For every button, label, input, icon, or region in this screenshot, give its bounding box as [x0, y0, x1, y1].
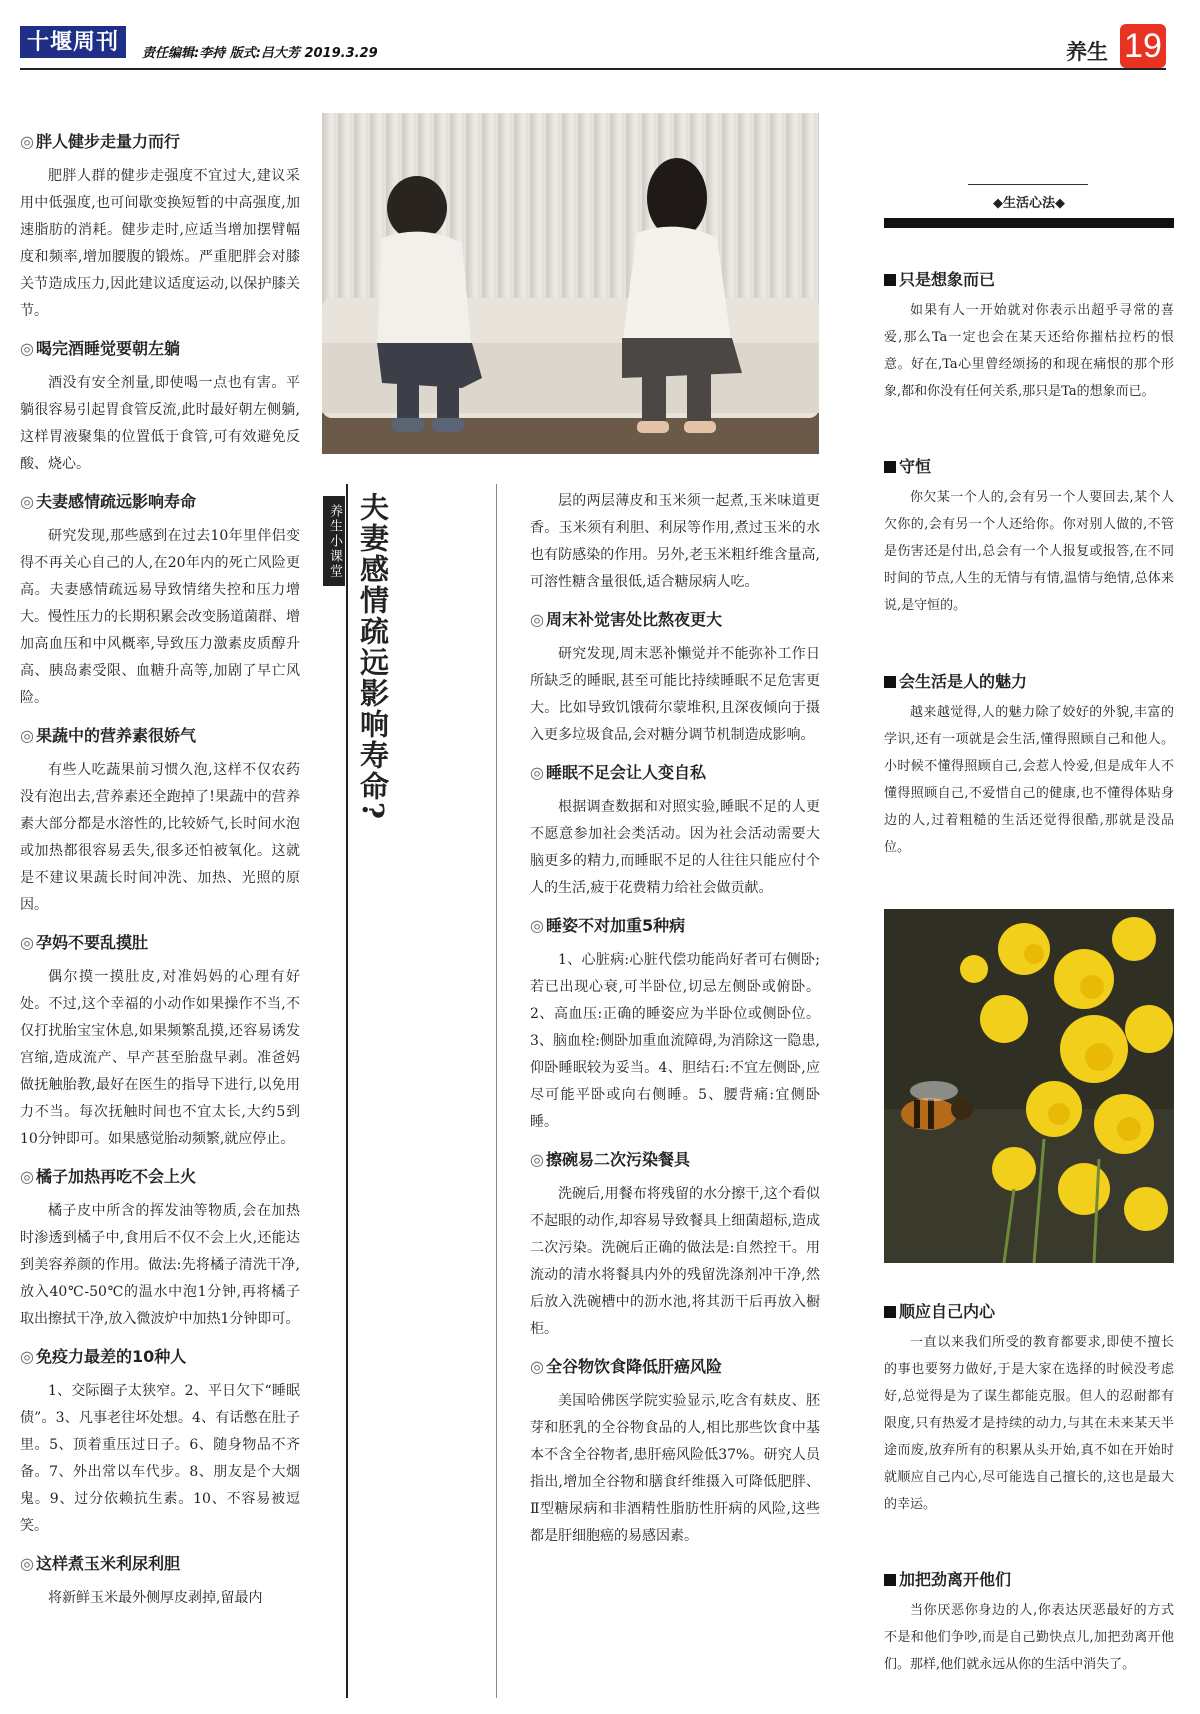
column-divider [496, 484, 497, 1698]
essay-title: 顺应自己内心 [899, 1302, 996, 1321]
article: ◎ 胖人健步走量力而行 肥胖人群的健步走强度不宜过大,建议采用中低强度,也可间歇变换短暂的中高强度,加速脂肪的消耗。健步走时,应适当增加摆臂幅度和频率,增加腰腹的锻炼。严重肥胖会对膝关节造成压力,因此建议适度运动,以保护膝关节。 [20, 128, 300, 325]
article-body: 1、交际圈子太狭窄。2、平日欠下“睡眠债”。3、凡事老往坏处想。4、有话憋在肚子里。5、顶着重压过日子。6、随身物品不齐备。7、外出常以车代步。8、朋友是个大烟鬼。9、过分依赖抗生素。10、不容易被逗笑。 [20, 1383, 300, 1534]
article-title: 这样煮玉米利尿利胆 [35, 1554, 180, 1573]
article: ◎ 擦碗易二次污染餐具 洗碗后,用餐布将残留的水分擦干,这个看似不起眼的动作,却容易导致餐具上细菌超标,造成二次污染。洗碗后正确的做法是:自然控干。用流动的清水将餐具内外的残留洗涤剂冲干净,然后放入洗碗槽中的沥水池,将其沥干后再放入橱柜。 [530, 1146, 820, 1343]
essay-body: 当你厌恶你身边的人,你表达厌恶最好的方式不是和他们争吵,而是自己勤快点儿,加把劲离开他们。那样,他们就永远从你的生活中消失了。 [884, 1603, 1174, 1672]
left-column [20, 118, 300, 1612]
article-title: 夫妻感情疏远影响寿命 [35, 492, 196, 511]
article: ◎ 全谷物饮食降低肝癌风险 美国哈佛医学院实验显示,吃含有麸皮、胚芽和胚乳的全谷物食品的人,相比那些饮食中基本不含全谷物者,患肝癌风险低37%。研究人员指出,增加全谷物和膳食纤维摄入可降低肥胖、Ⅱ型糖尿病和非酒精性脂肪性肝病的风险,这些都是肝细胞癌的易感因素。 [530, 1353, 820, 1550]
article-title: 免疫力最差的10种人 [35, 1347, 187, 1366]
article-body: 研究发现,那些感到在过去10年里伴侣变得不再关心自己的人,在20年内的死亡风险更高。夫妻感情疏远易导致情绪失控和压力增大。慢性压力的长期积累会改变肠道菌群、增加高血压和中风概率,导致压力激素皮质醇升高、胰岛素受限、血糖升高等,加剧了早亡风险。 [20, 528, 300, 706]
couple-photo [322, 113, 819, 454]
essay [884, 668, 1174, 861]
essay [884, 1298, 1174, 1518]
article: ◎ 果蔬中的营养素很娇气 有些人吃蔬果前习惯久泡,这样不仅农药没有泡出去,营养素还全跑掉了!果蔬中的营养素大部分都是水溶性的,比较娇气,长时间水泡或加热都很容易丢失,很多还怕被氧化。这就是不建议果蔬长时间冲洗、加热、光照的原因。 [20, 722, 300, 919]
article-body: 有些人吃蔬果前习惯久泡,这样不仅农药没有泡出去,营养素还全跑掉了!果蔬中的营养素大部分都是水溶性的,比较娇气,长时间水泡或加热都很容易丢失,很多还怕被氧化。这就是不建议果蔬长时间冲洗、加热、光照的原因。 [20, 762, 300, 913]
section-label: ◆生活心法◆ [993, 196, 1065, 211]
article-body: 研究发现,周末恶补懒觉并不能弥补工作日所缺乏的睡眠,甚至可能比持续睡眠不足危害更大。比如导致饥饿荷尔蒙堆积,且深夜倾向于摄入更多垃圾食品,会对糖分调节机制造成影响。 [530, 646, 820, 743]
article-title: 睡姿不对加重5种病 [545, 916, 686, 935]
essay [884, 266, 1174, 405]
essay-title: 加把劲离开他们 [899, 1570, 1012, 1589]
article [530, 488, 820, 596]
article-title: 周末补觉害处比熬夜更大 [545, 610, 722, 629]
article-body: 偶尔摸一摸肚皮,对准妈妈的心理有好处。不过,这个幸福的小动作如果操作不当,不仅打扰胎宝宝休息,如果频繁乱摸,还容易诱发宫缩,造成流产、早产甚至胎盘早剥。准爸妈做抚触胎教,最好在医生的指导下进行,以免用力不当。每次抚触时间也不宜太长,大约5到10分钟即可。如果感觉胎动频繁,就应停止。 [20, 969, 300, 1147]
section-name: 养生 [1066, 40, 1108, 64]
essay [884, 453, 1174, 619]
column-divider [346, 484, 348, 1698]
article-title: 全谷物饮食降低肝癌风险 [545, 1357, 722, 1376]
article: ◎ 睡眠不足会让人变自私 根据调查数据和对照实验,睡眠不足的人更不愿意参加社会类活动。因为社会活动需要大脑更多的精力,而睡眠不足的人往往只能应付个人的生活,疲于花费精力给社会做贡献。 [530, 759, 820, 902]
essay-title: 会生活是人的魅力 [899, 672, 1028, 691]
article: ◎ 免疫力最差的10种人 1、交际圈子太狭窄。2、平日欠下“睡眠债”。3、凡事老往坏处想。4、有话憋在肚子里。5、顶着重压过日子。6、随身物品不齐备。7、外出常以车代步。8、朋友是个大烟鬼。9、过分依赖抗生素。10、不容易被逗笑。 [20, 1343, 300, 1540]
article-title: 睡眠不足会让人变自私 [545, 763, 706, 782]
article-title: 橘子加热再吃不会上火 [35, 1167, 196, 1186]
article-body: 层的两层薄皮和玉米须一起煮,玉米味道更香。玉米须有利胆、利尿等作用,煮过玉米的水也有防感染的作用。另外,老玉米粗纤维含量高,可溶性糖含量很低,适合糖尿病人吃。 [530, 493, 820, 590]
middle-column [530, 488, 820, 1550]
newspaper-logo: 十堰周刊 [20, 26, 126, 58]
essay-title: 守恒 [899, 457, 932, 476]
article: ◎ 这样煮玉米利尿利胆 将新鲜玉米最外侧厚皮剥掉,留最内 [20, 1550, 300, 1612]
article: ◎ 夫妻感情疏远影响寿命 研究发现,那些感到在过去10年里伴侣变得不再关心自己的人,在20年内的死亡风险更高。夫妻感情疏远易导致情绪失控和压力增大。慢性压力的长期积累会改变肠道菌群、增加高血压和中风概率,导致压力激素皮质醇升高、胰岛素受限、血糖升高等,加剧了早亡风险。 [20, 488, 300, 712]
article-title: 擦碗易二次污染餐具 [545, 1150, 690, 1169]
article: ◎ 孕妈不要乱摸肚 偶尔摸一摸肚皮,对准妈妈的心理有好处。不过,这个幸福的小动作如果操作不当,不仅打扰胎宝宝休息,如果频繁乱摸,还容易诱发宫缩,造成流产、早产甚至胎盘早剥。准爸妈做抚触胎教,最好在医生的指导下进行,以免用力不当。每次抚触时间也不宜太长,大约5到10分钟即可。如果感觉胎动频繁,就应停止。 [20, 929, 300, 1153]
essay-title: 只是想象而已 [899, 270, 996, 289]
article: ◎ 周末补觉害处比熬夜更大 研究发现,周末恶补懒觉并不能弥补工作日所缺乏的睡眠,甚至可能比持续睡眠不足危害更大。比如导致饥饿荷尔蒙堆积,且深夜倾向于摄入更多垃圾食品,会对糖分调节机制造成影响。 [530, 606, 820, 749]
article-body: 根据调查数据和对照实验,睡眠不足的人更不愿意参加社会类活动。因为社会活动需要大脑更多的精力,而睡眠不足的人往往只能应付个人的生活,疲于花费精力给社会做贡献。 [530, 799, 820, 896]
article-body: 肥胖人群的健步走强度不宜过大,建议采用中低强度,也可间歇变换短暂的中高强度,加速脂肪的消耗。健步走时,应适当增加摆臂幅度和频率,增加腰腹的锻炼。严重肥胖会对膝关节造成压力,因此建议适度运动,以保护膝关节。 [20, 168, 300, 319]
feature-title: 夫妻感情疏远影响寿命? [356, 492, 390, 821]
editor-info: 责任编辑:李持 版式:吕大芳 2019.3.29 [142, 46, 378, 61]
masthead [20, 24, 1166, 68]
article-title: 果蔬中的营养素很娇气 [35, 726, 196, 745]
article-body: 酒没有安全剂量,即使喝一点也有害。平躺很容易引起胃食管反流,此时最好朝左侧躺,这样胃液聚集的位置低于食管,可有效避免反酸、烧心。 [20, 375, 300, 472]
article: ◎ 睡姿不对加重5种病 1、心脏病:心脏代偿功能尚好者可右侧卧;若已出现心衰,可半卧位,切忌左侧卧或俯卧。2、高血压:正确的睡姿应为半卧位或侧卧位。3、脑血栓:侧卧加重血流障碍,为消除这一隐患,仰卧睡眠较为妥当。4、胆结石:不宜左侧卧,应尽可能平卧或向右侧睡。5、腰背痛:宜侧卧睡。 [530, 912, 820, 1136]
article-title: 胖人健步走量力而行 [35, 132, 180, 151]
article-body: 将新鲜玉米最外侧厚皮剥掉,留最内 [48, 1590, 263, 1606]
essay [884, 1566, 1174, 1678]
feature-tag: 养生小课堂 [323, 496, 345, 586]
article: ◎ 喝完酒睡觉要朝左躺 酒没有安全剂量,即使喝一点也有害。平躺很容易引起胃食管反流,此时最好朝左侧躺,这样胃液聚集的位置低于食管,可有效避免反酸、烧心。 [20, 335, 300, 478]
article-body: 洗碗后,用餐布将残留的水分擦干,这个看似不起眼的动作,却容易导致餐具上细菌超标,造成二次污染。洗碗后正确的做法是:自然控干。用流动的清水将餐具内外的残留洗涤剂冲干净,然后放入洗碗槽中的沥水池,将其沥干后再放入橱柜。 [530, 1186, 820, 1337]
essay-body: 你欠某一个人的,会有另一个人要回去,某个人欠你的,会有另一个人还给你。你对别人做的,不管是伤害还是付出,总会有一个人报复或报答,在不同时间的节点,人生的无情与有情,温情与绝情,总体来说,是守恒的。 [884, 490, 1174, 613]
article-body: 橘子皮中所含的挥发油等物质,会在加热时渗透到橘子中,食用后不仅不会上火,还能达到美容养颜的作用。做法:先将橘子清洗干净,放入40℃-50℃的温水中泡1分钟,再将橘子取出擦拭干净,放入微波炉中加热1分钟即可。 [20, 1203, 300, 1327]
bee-flower-photo [884, 909, 1174, 1263]
essay-body: 如果有人一开始就对你表示出超乎寻常的喜爱,那么Ta一定也会在某天还给你摧枯拉朽的恨意。好在,Ta心里曾经颂扬的和现在痛恨的那个形象,都和你没有任何关系,那只是Ta的想象而已。 [884, 303, 1174, 399]
section-header [884, 180, 1174, 230]
essay-body: 一直以来我们所受的教育都要求,即使不擅长的事也要努力做好,于是大家在选择的时候没考虑好,总觉得是为了谋生都能克服。但人的忍耐都有限度,只有热爱才是持续的动力,与其在未来某天半途而废,放弃所有的积累从头开始,真不如在开始时就顺应自己内心,尽可能选自己擅长的,这也是最大的幸运。 [884, 1335, 1174, 1512]
article-body: 美国哈佛医学院实验显示,吃含有麸皮、胚芽和胚乳的全谷物食品的人,相比那些饮食中基本不含全谷物者,患肝癌风险低37%。研究人员指出,增加全谷物和膳食纤维摄入可降低肥胖、Ⅱ型糖尿病和非酒精性脂肪性肝病的风险,这些都是肝细胞癌的易感因素。 [530, 1393, 820, 1544]
header-rule [20, 68, 1166, 70]
article-title: 孕妈不要乱摸肚 [35, 933, 148, 952]
article-title: 喝完酒睡觉要朝左躺 [35, 339, 180, 358]
essay-body: 越来越觉得,人的魅力除了姣好的外貌,丰富的学识,还有一项就是会生活,懂得照顾自己和他人。小时候不懂得照顾自己,会惹人怜爱,但是成年人不懂得照顾自己,不爱惜自己的健康,也不懂得体贴身边的人,过着粗糙的生活还觉得很酷,那就是没品位。 [884, 705, 1174, 855]
article: ◎ 橘子加热再吃不会上火 橘子皮中所含的挥发油等物质,会在加热时渗透到橘子中,食用后不仅不会上火,还能达到美容养颜的作用。做法:先将橘子清洗干净,放入40℃-50℃的温水中泡1分钟,再将橘子取出擦拭干净,放入微波炉中加热1分钟即可。 [20, 1163, 300, 1333]
article-body: 1、心脏病:心脏代偿功能尚好者可右侧卧;若已出现心衰,可半卧位,切忌左侧卧或俯卧。2、高血压:正确的睡姿应为半卧位或侧卧位。3、脑血栓:侧卧加重血流障碍,为消除这一隐患,仰卧睡眠较为妥当。4、胆结石:不宜左侧卧,应尽可能平卧或向右侧睡。5、腰背痛:宜侧卧睡。 [530, 952, 820, 1130]
page-number-badge: 19 [1120, 24, 1166, 68]
